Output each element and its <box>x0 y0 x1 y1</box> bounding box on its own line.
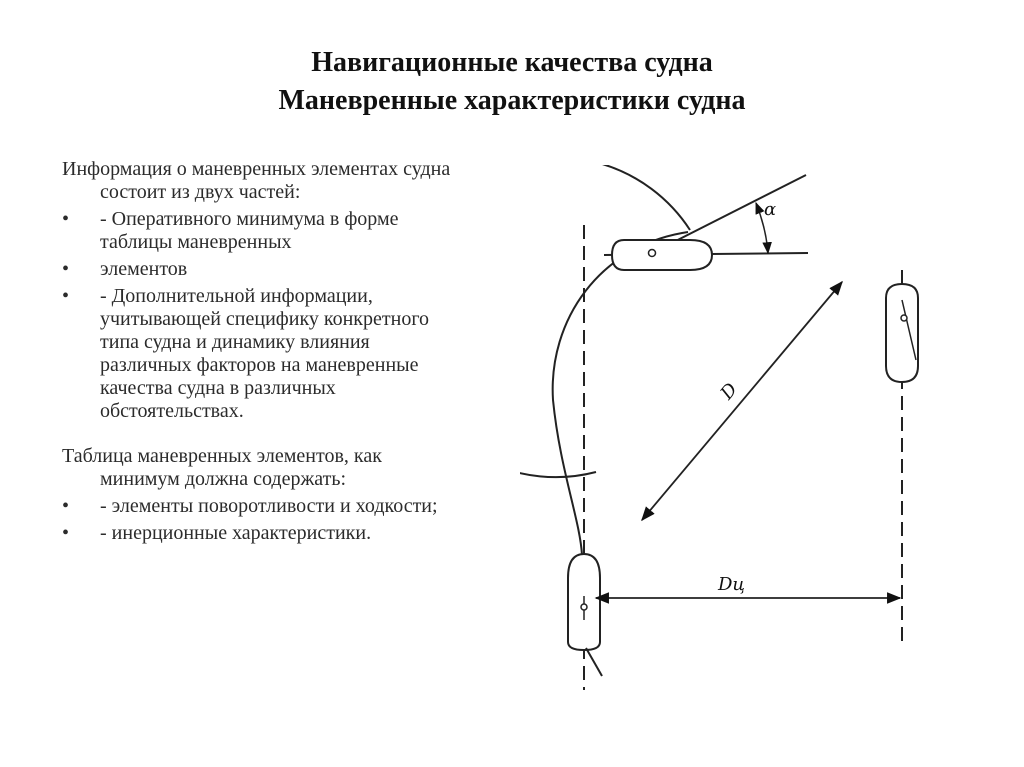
bullet-dot: • <box>62 208 70 230</box>
bullet-item-inertia <box>62 522 462 545</box>
bullet-text: - Дополнительной информации, учитывающей специфику конкретного типа судна и динамику влияния различных факторов на маневренные качества судна в различных обстоятельствах. <box>100 285 430 422</box>
slide-title <box>0 44 1024 120</box>
bullet-item-turning <box>62 495 462 518</box>
title-line-1: Навигационные качества судна <box>311 47 713 78</box>
trajectory-curve <box>553 232 688 555</box>
tactical-diameter-label: Dц <box>718 574 745 595</box>
bullet-dot: • <box>62 285 70 307</box>
diameter-arrow <box>642 282 842 520</box>
alpha-label: α <box>764 199 777 220</box>
bullet-item-operational <box>62 208 462 254</box>
bullet-text: - инерционные характеристики. <box>100 522 372 544</box>
turning-circle-diagram <box>520 165 980 690</box>
ship-right-center <box>901 315 907 321</box>
bullet-text: - Оперативного минимума в форме таблицы маневренных <box>100 208 399 253</box>
ship-top-center <box>649 250 656 257</box>
table-intro-paragraph: Таблица маневренных элементов, как минимум должна содержать: <box>62 445 382 490</box>
bullet-text: элементов <box>100 258 188 280</box>
ship-start-center <box>581 604 587 610</box>
content-text <box>62 158 462 549</box>
bullet-text: - элементы поворотливости и ходкости; <box>100 495 438 517</box>
bullet-dot: • <box>62 495 70 517</box>
turning-circle-arc <box>520 165 690 477</box>
ship-top-icon <box>612 240 712 270</box>
title-line-2: Маневренные характеристики судна <box>278 85 746 116</box>
intro-paragraph: Информация о маневренных элементах судна состоит из двух частей: <box>62 158 451 203</box>
ship-start-wake <box>586 648 602 676</box>
bullet-item-elements <box>62 258 462 281</box>
diameter-label: D <box>716 379 742 404</box>
bullet-dot: • <box>62 522 70 544</box>
bullet-item-additional <box>62 285 462 423</box>
ship-right-icon <box>886 284 918 382</box>
bullet-dot: • <box>62 258 70 280</box>
